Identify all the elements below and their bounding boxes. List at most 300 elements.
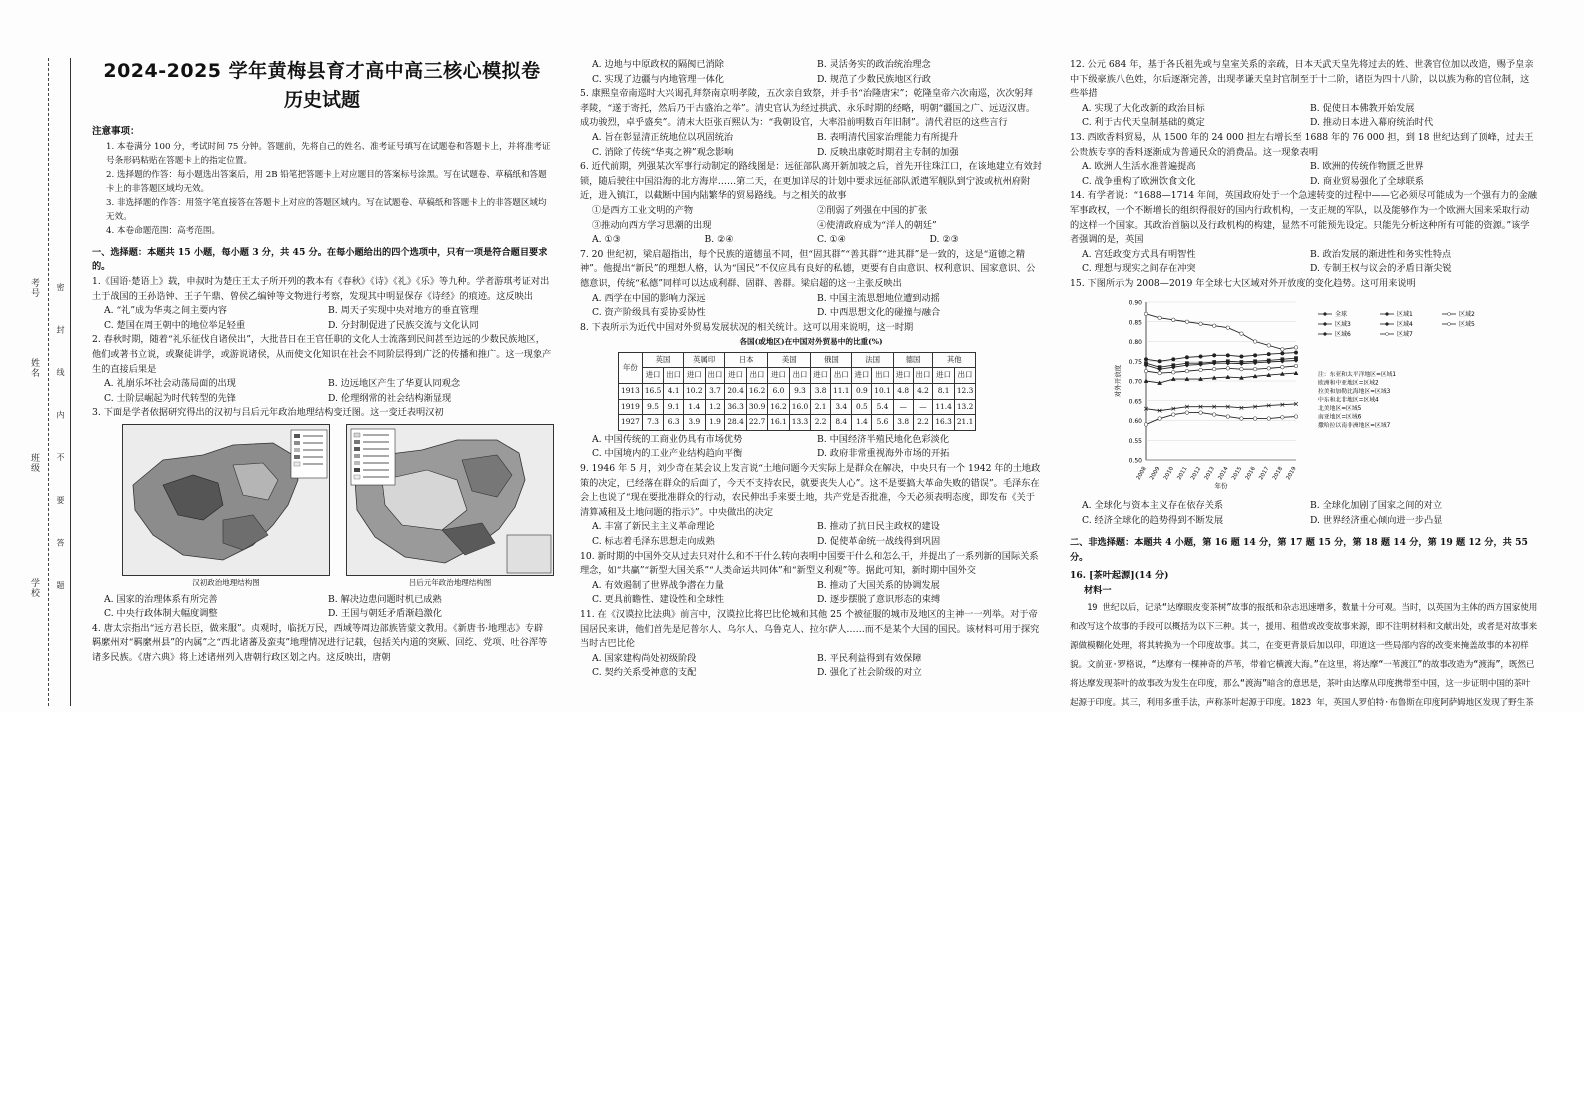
y-tick-label: 0.70 [1128, 378, 1142, 385]
question-14-options [1070, 248, 1538, 277]
option-d: D. 中西思想文化的碰撞与融合 [817, 307, 941, 319]
table-subheader-cell: 出口 [746, 368, 767, 384]
column-2 [580, 58, 1042, 681]
data-point [1240, 331, 1244, 335]
value-cell: 4.1 [664, 384, 684, 400]
value-cell: 16.2 [746, 384, 767, 400]
option-c: C. 中国境内的工业产业结构趋向平衡 [592, 448, 743, 460]
value-cell: 4.8 [893, 384, 913, 400]
table-header-country: 俄国 [811, 352, 852, 368]
x-tick-label: 2018 [1271, 465, 1285, 481]
value-cell: 20.4 [725, 384, 746, 400]
blank-area [0, 712, 1584, 1119]
option-d: D. ②③ [929, 234, 959, 246]
question-10-options [580, 579, 1042, 608]
data-point [1281, 365, 1285, 369]
data-point [1212, 323, 1216, 327]
seal-line [48, 58, 49, 706]
question-9-options [580, 520, 1042, 549]
y-tick-label: 0.90 [1128, 299, 1142, 306]
legend-marker [1386, 322, 1389, 325]
value-cell: 1.4 [852, 415, 872, 431]
x-tick-label: 2011 [1176, 465, 1189, 481]
question-2-options [92, 377, 552, 406]
data-point [1199, 368, 1203, 372]
value-cell: — [913, 399, 933, 415]
question-2: 2. 春秋时期，随着“礼乐征伐自诸侯出”，大批昔日在王官任职的文化人士流落到民间甚至边远的少数民族地区，他们或著书立说，或聚徒讲学，或游说诸侯，从而使文化知识在社会不同阶层得到广泛的传播和推广。这一现象产生的直接后果是 [92, 334, 552, 375]
exam-title: 2024-2025 学年黄梅县育才高中高三核心模拟卷 [103, 60, 541, 82]
legend-entry: 区域6 [1335, 330, 1351, 338]
data-point [1294, 350, 1298, 354]
series-line [1146, 403, 1296, 410]
question-3: 3. 下面是学者依据研究得出的汉初与吕后元年政治地理结构变迁图。这一变迁表明汉初 [92, 407, 444, 419]
data-point [1199, 321, 1203, 325]
notice-item: 3. 非选择题的作答：用签字笔直接答在答题卡上对应的答题区域内。写在试题卷、草稿纸和答题卡上的非答题区域均无效。 [106, 197, 547, 222]
han-map-early [122, 424, 330, 576]
openness-chart [1088, 294, 1538, 500]
x-tick-label: 2012 [1190, 465, 1203, 481]
value-cell: 22.7 [746, 415, 767, 431]
y-tick-label: 0.65 [1128, 397, 1142, 405]
data-point [1267, 352, 1271, 356]
table-subheader-cell: 进口 [811, 368, 831, 384]
data-point [1185, 319, 1189, 323]
option-a: A. 宫廷政变方式具有明智性 [1082, 248, 1196, 260]
value-cell: 0.9 [852, 384, 872, 400]
option-c: C. 契约关系受神意的支配 [592, 667, 697, 679]
series-line [1146, 365, 1296, 372]
value-cell: — [893, 399, 913, 415]
legend-entry: 全球 [1335, 310, 1348, 318]
y-tick-label: 0.85 [1128, 318, 1142, 326]
value-cell: 9.1 [664, 399, 684, 415]
data-point [1240, 354, 1244, 358]
statement-4: ④使清政府成为“洋人的朝廷” [817, 219, 937, 231]
series-line [1146, 358, 1296, 367]
data-point [1144, 369, 1148, 373]
option-d: D. 规范了少数民族地区行政 [817, 73, 931, 85]
trade-table [618, 352, 976, 431]
table-subheader-cell: 进口 [893, 368, 913, 384]
option-b: B. 中国主流思想地位遭到动摇 [817, 292, 940, 304]
question-7: 7. 20 世纪初，梁启超指出，每个民族的道德虽不同，但“固其群”“善其群”“进其群”是一致的，这是“道德之精神”。他提出“新民”的理想人格，认为“国民”不仅应具有良好的私德，更要有自由意识、权利意识、国家意识、公德意识，传统“私德”同样可以达成利群、固群、善群。梁启超的这一主张反映出 [580, 248, 1036, 289]
value-cell: 16.0 [789, 399, 810, 415]
x-tick-label: 2008 [1135, 465, 1148, 481]
question-10: 10. 新时期的中国外交从过去只对什么和不干什么转向表明中国要干什么和怎么干，并提出了一系列新的国际关系理念，如“共赢”“新型大国关系”“人类命运共同体”和“新型义利观”等。据此可知，新时期中国外交 [580, 550, 1039, 577]
question-9: 9. 1946 年 5 月，刘少奇在某会议上发言说“土地问题今天实际上是群众在解决，中央只有一个 1942 年的土地政策的决定，已经落在群众的后面了，今天不支持农民，就要丧失人心”。这不是要搞大革命失败的错误”。毛泽东在会上也说了“现在要批准群众的行动，农民伸出手来要土地，共产党是否批准，今天必须表明态度，即发布《关于清算减租及土地问题的指示》”。中央做出的决定 [580, 463, 1041, 518]
option-b: B. ②④ [704, 234, 734, 246]
value-cell: 13.3 [789, 415, 810, 431]
maps-figure [122, 424, 552, 591]
table-header-country: 美国 [768, 352, 811, 368]
x-tick-label: 2017 [1258, 465, 1271, 481]
value-cell: 4.2 [913, 384, 933, 400]
option-a: A. ①③ [592, 234, 621, 246]
data-point [1253, 367, 1257, 371]
value-cell: 5.4 [872, 399, 893, 415]
series-line [1146, 412, 1296, 424]
data-point [1240, 367, 1244, 371]
table-header-country: 德国 [893, 352, 933, 368]
question-13: 13. 西欧香料贸易，从 1500 年的 24 000 担左右增长至 1688 年的 76 000 担，到 18 世纪达到了顶峰，过去王公贵族专享的香料逐渐成为普通民众的消费品。这一现象表明 [1070, 131, 1534, 158]
option-a: A. 有效遏制了世界战争潜在力量 [592, 579, 724, 591]
table-body [619, 384, 976, 431]
option-b: B. 推动了抗日民主政权的建设 [817, 521, 940, 533]
option-b: B. 政治发展的渐进性和务实性特点 [1310, 248, 1452, 260]
data-point [1253, 353, 1257, 357]
value-cell: 5.6 [872, 415, 893, 431]
question-15: 15. 下图所示为 2008—2019 年全球七大区域对外开放度的变化趋势。这可用来说明 [1070, 277, 1416, 289]
option-c: C. 实现了边疆与内地管理一体化 [592, 73, 724, 85]
seal-notice: 密 封 线 内 不 要 答 题 [56, 283, 65, 605]
data-point [1158, 359, 1162, 363]
option-b: B. 表明清代国家治理能力有所提升 [817, 131, 959, 143]
option-d: D. 伦理纲常的社会结构渐显现 [328, 392, 452, 404]
table-subheader-cell: 出口 [664, 368, 684, 384]
margin-line [70, 58, 71, 706]
material-label: 材料一 [1084, 585, 1112, 597]
x-tick-label: 2015 [1230, 465, 1244, 481]
statement-2: ②削弱了列强在中国的扩张 [817, 204, 928, 216]
name-label: 姓名 [29, 358, 39, 378]
question-1: 1.《国语·楚语上》载，申叔时为楚庄王太子所开列的教本有《春秋》《诗》《礼》《乐》等九种。学者游琪考证对出土于战国的王孙诰钟、王子午鼎、曾侯乙编钟等文物进行考察，发现其中明显保存《诗经》的痕迹。这反映出 [92, 275, 550, 302]
option-d: D. 强化了社会阶级的对立 [817, 667, 922, 679]
option-c: C. 利于古代天皇制基础的奠定 [1082, 117, 1205, 129]
data-point [1171, 317, 1175, 321]
value-cell: 1.4 [684, 399, 705, 415]
option-d: D. 王国与朝廷矛盾渐趋激化 [328, 608, 442, 620]
data-point [1226, 366, 1230, 370]
table-header-country: 法国 [852, 352, 893, 368]
value-cell: 7.3 [642, 415, 663, 431]
option-d: D. 逐步摆脱了意识形态的束缚 [817, 594, 941, 606]
question-16-title: 16. [茶叶起源](14 分) [1070, 570, 1169, 582]
legend-entry: 区域1 [1397, 310, 1413, 318]
data-point [1158, 371, 1162, 375]
legend-marker [1448, 312, 1451, 315]
table-subheader-cell: 进口 [933, 368, 954, 384]
binding-margin [18, 58, 80, 706]
data-point [1199, 410, 1203, 414]
option-d: D. 推动日本进入幕府统治时代 [1310, 117, 1434, 129]
question-5: 5. 康熙皇帝南巡时大兴谒孔拜祭南京明孝陵，五次亲自致祭，并手书“治隆唐宋”；乾隆皇帝六次南巡，次次躬拜孝陵，“遂于寄托，然后乃干古盛治之举”。清史官认为经过拱武、永乐时期的经略，明朝“疆国之广、远迈汉唐。成功骏烈，卓乎盛矣”。清末大臣张百熙认为：“我朝设官，大率沿前明数百年旧制”。清代君臣的这些言行 [580, 88, 1036, 129]
question-6-options [580, 233, 1042, 248]
value-cell: 8.1 [933, 384, 954, 400]
data-point [1185, 410, 1189, 414]
option-b: B. 周天子实现中央对地方的垂直管理 [328, 305, 479, 317]
value-cell: 8.4 [831, 415, 852, 431]
data-point [1281, 347, 1285, 351]
y-axis-label: 对外开放度 [1114, 364, 1122, 397]
question-15-options [1070, 499, 1538, 528]
data-point [1294, 364, 1298, 368]
option-d: D. 专制王权与议会的矛盾日渐尖锐 [1310, 263, 1452, 275]
legend-marker [1324, 322, 1327, 325]
data-point [1144, 422, 1148, 426]
table-row [619, 399, 976, 415]
class-label: 班级 [29, 453, 39, 473]
line-chart [1088, 294, 1518, 494]
option-b: B. 促使日本佛教开始发展 [1310, 102, 1415, 114]
option-a: A. 西学在中国的影响力深远 [592, 292, 706, 304]
chart-note: 南亚地区=区域6 [1318, 414, 1362, 420]
table-subheader-cell: 进口 [768, 368, 789, 384]
han-map-lu-empress [346, 424, 554, 576]
chart-note: 拉美和加勒比海地区=区域3 [1318, 388, 1391, 395]
value-cell: 3.8 [893, 415, 913, 431]
option-c: C. 标志着毛泽东思想走向成熟 [592, 536, 715, 547]
y-tick-label: 0.50 [1128, 457, 1142, 464]
option-a: A. 旨在彰显清正统地位以巩固统治 [592, 131, 734, 143]
question-11-options [580, 652, 1042, 681]
value-cell: 2.1 [811, 399, 831, 415]
value-cell: 28.4 [725, 415, 746, 431]
data-point [1171, 370, 1175, 374]
table-subheader-cell: 出口 [913, 368, 933, 384]
data-point [1240, 416, 1244, 420]
option-b: B. 平民利益得到有效保障 [817, 652, 922, 664]
option-c: C. 消除了传统“华夷之辨”观念影响 [592, 146, 734, 158]
x-tick-label: 2010 [1162, 465, 1176, 481]
data-point [1158, 316, 1162, 320]
option-b: B. 中国经济半殖民地化色彩淡化 [817, 433, 950, 445]
table-subheader [619, 368, 976, 384]
data-point [1144, 357, 1148, 361]
option-c: C. 资产阶级具有妥协妥协性 [592, 307, 706, 319]
question-14: 14. 有学者说：“1688—1714 年间，英国政府处于一个急速转变的过程中——它必须尽可能成为一个强有力的金融军事政权，一个不断增长的组织得很好的国内行政机构，一支正规的军队，以及能够作为一个欧洲大国来采取行动的这样一个国家。其政治首脑以及行政机构的构建，显然不可能预先设定。只能先分析这种所有可能的资源。”该学者强调的是，英国 [1070, 190, 1537, 246]
seat-label: 考号 [29, 278, 39, 298]
table-header-year: 年份 [619, 352, 643, 383]
school-label: 学校 [29, 578, 39, 598]
option-d: D. 分封制促进了民族交流与文化认同 [328, 319, 479, 331]
option-a: A. 礼崩乐坏社会动荡局面的出现 [104, 378, 236, 390]
value-cell: 30.9 [746, 399, 767, 415]
option-a: A. 欧洲人生活水准普遍提高 [1082, 161, 1196, 173]
x-tick-label: 2019 [1285, 465, 1298, 481]
data-point [1185, 355, 1189, 359]
question-3-options [92, 593, 552, 622]
question-12-options [1070, 102, 1538, 131]
data-point [1267, 343, 1271, 347]
table-header-country: 日本 [725, 352, 768, 368]
question-4-options [580, 58, 1042, 87]
series-line [1146, 313, 1296, 349]
table-subheader-cell: 进口 [725, 368, 746, 384]
value-cell: 3.7 [705, 384, 725, 400]
statement-3: ③推动向西方学习思潮的出现 [592, 219, 712, 231]
question-7-options [580, 292, 1042, 321]
legend-marker [1324, 332, 1327, 335]
table-subheader-cell: 出口 [872, 368, 893, 384]
data-point [1185, 369, 1189, 373]
y-tick-label: 0.80 [1128, 338, 1142, 346]
notice-item: 2. 选择题的作答：每小题选出答案后，用 2B 铅笔把答题卡上对应题目的答案标号涂黑。写在试题卷、草稿纸和答题卡上的非答题区域均无效。 [106, 169, 547, 194]
y-tick-label: 0.60 [1128, 417, 1142, 425]
option-b: B. 边远地区产生了华夏认同观念 [328, 378, 461, 390]
option-a: A. 实现了大化改新的政治目标 [1082, 102, 1205, 114]
value-cell: 6.3 [664, 415, 684, 431]
option-d: D. 反映出康乾时期君主专制的加强 [817, 146, 959, 158]
data-point [1226, 325, 1230, 329]
option-d: D. 商业贸易强化了全球联系 [1310, 175, 1424, 187]
year-cell: 1919 [619, 399, 643, 415]
question-11: 11. 在《汉谟拉比法典》前言中，汉谟拉比将巴比伦城和其他 25 个被征服的城市及地区的主神一一列举。对于帝国居民来讲，他们首先是尼普尔人、乌尔人、乌鲁克人、拉尔萨人……而不是某个大国的国民。该材料可用于探究当时古巴比伦 [580, 608, 1040, 650]
option-a: A. 边地与中原政权的隔阂已消除 [592, 59, 724, 70]
data-point [1294, 414, 1298, 418]
data-point [1199, 354, 1203, 358]
legend-marker [1386, 332, 1389, 335]
legend-entry: 区域7 [1397, 330, 1413, 338]
table-subheader-cell: 进口 [684, 368, 705, 384]
x-tick-label: 2016 [1244, 465, 1257, 481]
value-cell: 10.1 [872, 384, 893, 400]
legend-marker [1448, 322, 1451, 325]
option-a: A. “礼”成为华夷之间主要内容 [104, 305, 227, 317]
data-point [1253, 416, 1257, 420]
table-header-country: 英国 [642, 352, 683, 368]
value-cell: 16.3 [933, 415, 954, 431]
chart-note: 北美地区=区域5 [1318, 405, 1362, 412]
value-cell: 16.2 [768, 399, 789, 415]
value-cell: 2.2 [811, 415, 831, 431]
legend-entry: 区域4 [1397, 320, 1413, 328]
value-cell: 6.0 [768, 384, 789, 400]
data-point [1212, 367, 1216, 371]
column-3 [1070, 58, 1538, 751]
question-13-options [1070, 160, 1538, 189]
value-cell: 36.3 [725, 399, 746, 415]
material-text: 19 世纪以后，记录“达摩眼皮变茶树”故事的报纸和杂志迅速增多，数量十分可观。当时，以英国为主体的西方国家使用和改写这个故事的手段可以概括为以下三种。其一，援用、租借或改变故事来源，即不注明材料和文献出处，或者是对故事来源做模糊化处理，将其转换为一个印度故事。其二，在变更背景后加以印，印道这一些局部内容的改变来掩盖故事的本初样貌。文前亚·罗格说，“达摩有一棵神奇的芦苇，带着它横渡大海。”在这里，将达摩“一苇渡江”的故事改造为“渡海”，既然已将达摩发现茶叶的故事改为发生在印度，那么“渡海”暗含的意思是，茶叶由达摩从印度携带至中国，这一步证明中国的茶叶起源于印度。其三，利用多重手法，声称茶叶起源于印度。1823 年，英国人罗伯特·布鲁斯在印度阿萨姆地区发现了野生茶 [1070, 602, 1538, 708]
option-a: A. 中国传统的工商业仍具有市场优势 [592, 433, 743, 445]
option-b: B. 全球化加剧了国家之间的对立 [1310, 500, 1443, 512]
option-b: B. 解决边患问题时机已成熟 [328, 593, 442, 605]
data-point [1171, 412, 1175, 416]
table-subheader-cell: 出口 [831, 368, 852, 384]
value-cell: 3.9 [684, 415, 705, 431]
section-2-heading: 二、非选择题：本题共 4 小题，第 16 题 14 分，第 17 题 15 分，第 18 题 14 分，第 19 题 12 分，共 55 分。 [1070, 537, 1528, 563]
legend-entry: 区域2 [1459, 310, 1475, 318]
option-d: D. 世界经济重心倾向进一步凸显 [1310, 514, 1443, 526]
data-point [1226, 414, 1230, 418]
value-cell: 3.4 [831, 399, 852, 415]
table-subheader-cell: 进口 [642, 368, 663, 384]
map-2-caption: 吕后元年政治地理结构图 [408, 577, 492, 587]
value-cell: 16.5 [642, 384, 663, 400]
data-point [1171, 357, 1175, 361]
table-subheader-cell: 进口 [852, 368, 872, 384]
option-a: A. 全球化与资本主义存在依存关系 [1082, 500, 1224, 512]
option-c: C. 中央行政体制大幅度调整 [104, 608, 218, 620]
option-c: C. 理想与现实之间存在冲突 [1082, 263, 1196, 275]
column-1 [92, 56, 552, 665]
table-row [619, 415, 976, 431]
option-d: D. 促使革命统一战线得到巩固 [817, 536, 941, 547]
question-6: 6. 近代前期，列强某次军事行动制定的路线图是：远征部队离开新加坡之后，首先开往珠江口，在该地建立有效封锁，随后驶往中国沿海的北方海岸……第二天，在更加详尽的计划中要求远征部队派遣军舰队到宁波或杭州府附近，进入镇江，以截断中国内陆繁华的贸易路线。与之相关的故事 [580, 161, 1042, 202]
option-c: C. 楚国在周王朝中的地位举足轻重 [104, 319, 246, 331]
data-point [1267, 416, 1271, 420]
legend-entry: 区域3 [1335, 320, 1351, 328]
map-1-caption: 汉初政治地理结构图 [192, 577, 260, 587]
y-tick-label: 0.75 [1128, 358, 1142, 366]
chart-note: 欧洲和中亚地区=区域2 [1318, 380, 1379, 386]
table-header-country: 其他 [933, 352, 976, 368]
x-tick-label: 2013 [1203, 465, 1216, 481]
value-cell: 16.1 [768, 415, 789, 431]
data-point [1212, 353, 1216, 357]
question-6-statements [580, 204, 1042, 233]
option-b: B. 欧洲的传统作物匮乏世界 [1310, 161, 1424, 173]
value-cell: 12.3 [954, 384, 975, 400]
y-tick-label: 0.55 [1128, 437, 1142, 445]
question-8-options [580, 433, 1042, 462]
option-c: C. 经济全球化的趋势得到不断发展 [1082, 514, 1224, 526]
question-4: 4. 唐太宗指出“远方君长臣，做来服”。贞观时，临抚万民，西域等周边部族皆蒙文教用。《新唐书·地理志》专辟羁縻州对“羁縻州县”的内属”之“西北诸蕃及蛮夷”地理情况进行记载，包括关内道的突厥、回纥、党项、吐谷浑等诸多民族。《唐六典》将上述诸州列入唐朝行政区划之内。这反映出，唐朝 [92, 622, 548, 663]
data-point [1144, 312, 1148, 316]
notice-heading: 注意事项： [92, 126, 140, 138]
x-tick-label: 2009 [1149, 465, 1162, 481]
option-b: B. 推动了大国关系的协调发展 [817, 579, 940, 591]
table-row [619, 384, 976, 400]
data-point [1267, 366, 1271, 370]
legend-marker [1386, 312, 1389, 315]
data-point [1294, 345, 1298, 349]
question-8: 8. 下表所示为近代中国对外贸易发展状况的相关统计。这可以用来说明，这一时期 [580, 321, 914, 333]
option-c: C. ①④ [817, 234, 847, 246]
table-subheader-cell: 出口 [789, 368, 810, 384]
value-cell: 0.5 [852, 399, 872, 415]
legend-marker [1324, 312, 1327, 315]
section-1-heading: 一、选择题：本题共 15 小题，每小题 3 分，共 45 分。在每小题给出的四个选项中，只有一项是符合题目要求的。 [92, 246, 548, 273]
option-a: A. 国家的治理体系有所完善 [104, 593, 218, 605]
x-axis-label: 年份 [1214, 481, 1228, 490]
data-point [1158, 416, 1162, 420]
value-cell: 2.2 [913, 415, 933, 431]
question-5-options [580, 131, 1042, 160]
statement-1: ①是西方工业文明的产物 [592, 204, 694, 216]
value-cell: 9.5 [642, 399, 663, 415]
option-d: D. 政府非常重视海外市场的开拓 [817, 448, 950, 460]
chart-note: 注：东亚和太平洋地区=区域1 [1318, 371, 1397, 378]
data-point [1212, 412, 1216, 416]
chart-note: 撒哈拉以南非洲地区=区域7 [1318, 422, 1391, 429]
option-a: A. 国家建构尚处初级阶段 [592, 652, 697, 664]
question-1-options [92, 304, 552, 333]
value-cell: 1.9 [705, 415, 725, 431]
series-line [1146, 373, 1296, 383]
exam-subtitle: 历史试题 [283, 88, 360, 111]
x-tick-label: 2014 [1217, 465, 1230, 481]
option-c: C. 更具前瞻性、建设性和全球性 [592, 594, 724, 606]
option-c: C. 战争重构了欧洲饮食文化 [1082, 175, 1196, 187]
value-cell: 10.2 [684, 384, 705, 400]
year-cell: 1927 [619, 415, 643, 431]
value-cell: 9.3 [789, 384, 810, 400]
value-cell: 3.8 [811, 384, 831, 400]
data-point [1281, 415, 1285, 419]
value-cell: 21.1 [954, 415, 975, 431]
value-cell: 1.2 [705, 399, 725, 415]
table-title: 各国(或地区)在中国对外贸易中的比重(%) [739, 337, 883, 347]
table-header-country: 英属印 [684, 352, 725, 368]
table-subheader-cell: 出口 [705, 368, 725, 384]
value-cell: 11.4 [933, 399, 954, 415]
notice-item: 1. 本卷满分 100 分，考试时间 75 分钟。答题前，先将自己的姓名、准考证号填写在试题卷和答题卡上，并将准考证号条形码粘贴在答题卡上的指定位置。 [106, 141, 551, 166]
chart-note: 中东和北非地区=区域4 [1318, 397, 1379, 403]
option-b: B. 灵活务实的政治统治理念 [817, 59, 931, 70]
data-point [1253, 339, 1257, 343]
question-12: 12. 公元 684 年，基于各氏祖先或与皇室关系的亲疏，日本天武天皇先将过去的姓、世袭官位加以改造，赐予皇亲中下级豪族八色姓，尔后逐渐完善，出现孝谦天皇封官制至于十二阶，诸臣为四十八阶，以以族为称的官位制，这些举措 [1070, 59, 1534, 100]
value-cell: 11.1 [831, 384, 852, 400]
